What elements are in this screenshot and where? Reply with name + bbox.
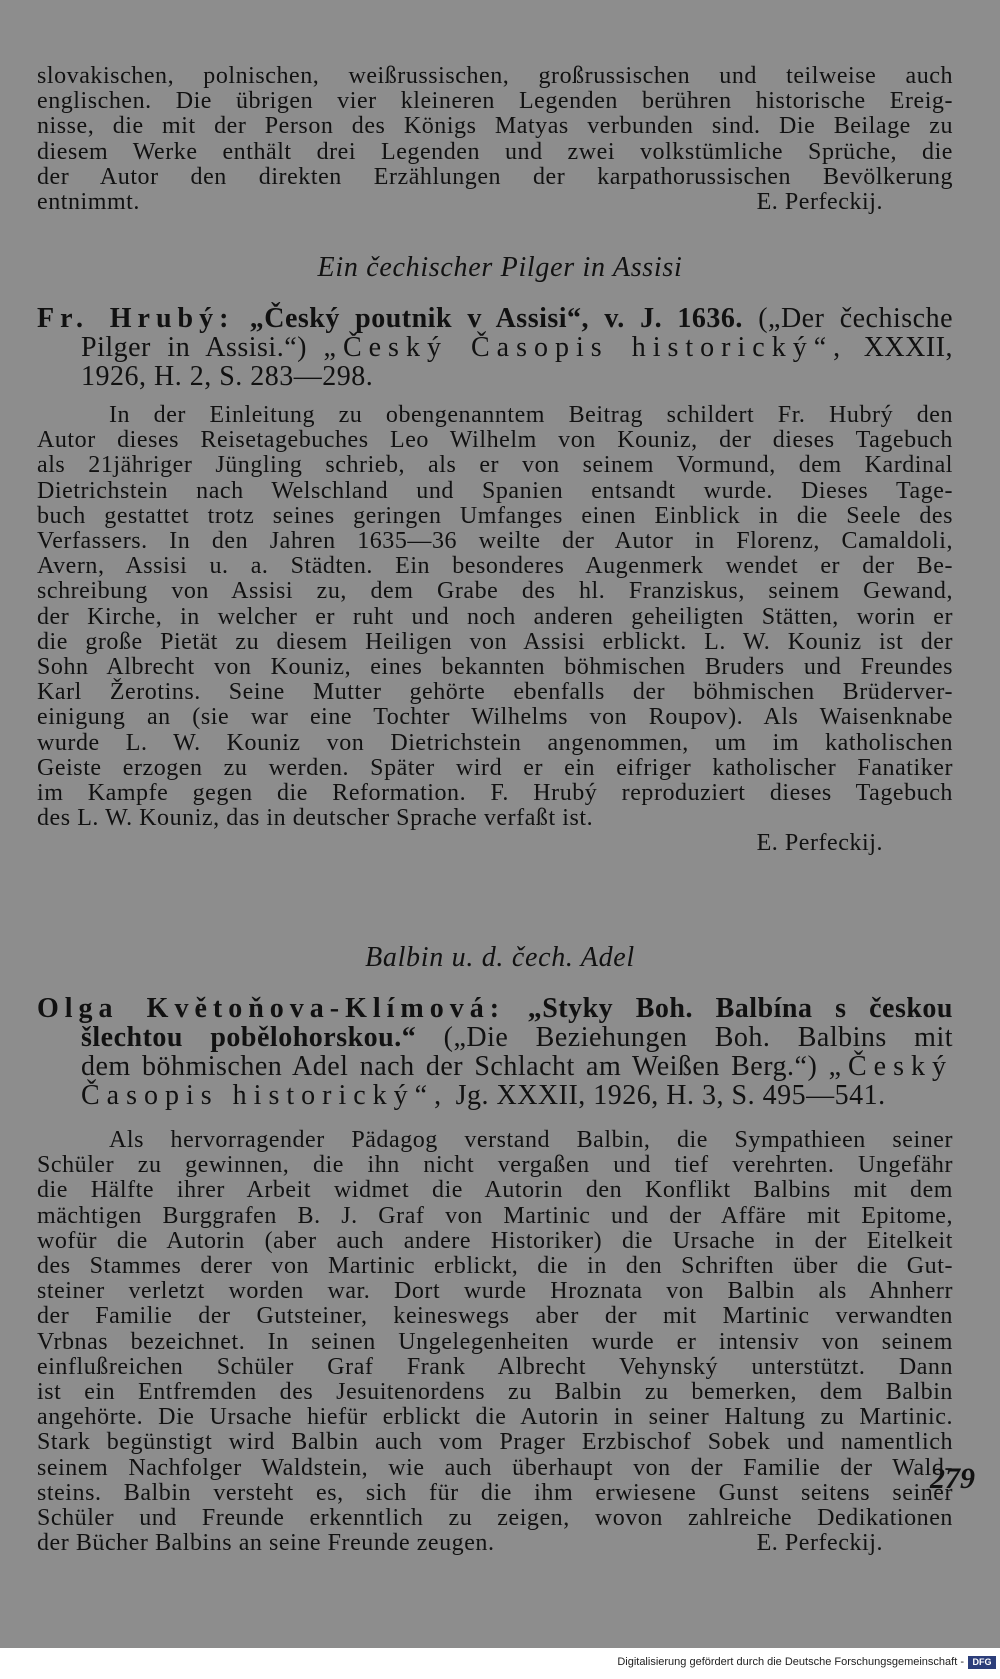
text-line: seinem Nachfolger Waldstein, wie auch überhaupt von der Familie der Wald- (37, 1454, 953, 1481)
text-line: Als hervorragender Pädagog verstand Balbin, die Sympathieen seiner (109, 1127, 953, 1153)
text-line: angehörte. Die Ursache hiefür erblickt die Autorin in seiner Haltung zu Martinic. (37, 1404, 953, 1431)
text-line-end: entnimmt. (37, 189, 140, 216)
text-line: Sohn Albrecht von Kouniz, eines bekannten böhmischen Bruders und Freundes (37, 654, 953, 681)
text-line: wofür die Autorin (aber auch andere Historiker) die Ursache in der Eitelkeit (37, 1227, 953, 1254)
section-heading: Balbin u. d. čech. Adel (365, 942, 635, 973)
signature: E. Perfeckij. (756, 189, 883, 216)
citation-line (37, 1023, 953, 1052)
citation-line (37, 1052, 953, 1081)
text-line: buch gestattet trotz seines geringen Umfanges einen Einblick in die Seele des (37, 502, 953, 529)
text-line: wurde L. W. Kouniz von Dietrichstein angenommen, um im katholischen (37, 729, 953, 756)
text-line: slovakischen, polnischen, weißrussischen, großrussischen und teilweise auch (37, 63, 953, 89)
citation-author: Olga Květoňova-Klímová: (37, 993, 506, 1024)
text-line: ist ein Entfremden des Jesuitenordens zu Balbin zu bemerken, dem Balbin (37, 1379, 953, 1406)
text-line: nisse, die mit der Person des Königs Matyas verbunden sind. Die Beilage zu (37, 113, 953, 140)
digitization-footer (0, 1648, 1000, 1679)
text-line: die große Pietät zu diesem Heiligen von Assisi erblickt. L. W. Kouniz ist der (37, 628, 953, 655)
text-line: einflußreichen Schüler Graf Frank Albrecht Vehynský unterstützt. Dann (37, 1353, 953, 1380)
text-line: als 21jähriger Jüngling schrieb, als er von seinem Vormund, dem Kardinal (37, 452, 953, 479)
review-body (37, 1128, 953, 1556)
citation-journal: Časopis historický“, (81, 1080, 449, 1111)
citation-line (37, 333, 953, 362)
text-line: In der Einleitung zu obengenanntem Beitrag schildert Fr. Hubrý den (109, 402, 953, 428)
text-line (37, 1531, 953, 1556)
citation-volume: Jg. XXXII, 1926, H. 3, S. 495—541. (455, 1080, 886, 1111)
text-line: steiner verletzt worden war. Dort wurde Hroznata von Balbin als Ahnherr (37, 1278, 953, 1305)
citation-line (37, 994, 953, 1023)
page-number: 279 (930, 1462, 975, 1495)
funding-note: Digitalisierung gefördert durch die Deutsche Forschungsgemeinschaft - (617, 1656, 964, 1668)
text-line-end: der Bücher Balbins an seine Freunde zeugen. (37, 1530, 495, 1557)
text-line: Dietrichstein nach Welschland und Spanien entsandt wurde. Dieses Tage- (37, 477, 953, 504)
text-line: der Familie der Gutsteiner, keineswegs aber der mit Martinic verwandten (37, 1303, 953, 1330)
text-line: mächtigen Burggrafen B. J. Graf von Martinic und der Affäre mit Epitome, (37, 1202, 953, 1229)
section-heading: Ein čechischer Pilger in Assisi (317, 252, 683, 283)
review-body (37, 403, 953, 857)
text-line: Stark begünstigt wird Balbin auch vom Prager Erzbischof Sobek und namentlich (37, 1429, 953, 1456)
text-line: einigung an (sie war eine Tochter Wilhelms von Roupov). Als Waisenknabe (37, 704, 953, 731)
citation-line (37, 304, 953, 333)
citation-translation: Pilger in Assisi.“) (81, 332, 307, 363)
citation-title: šlechtou pobělohorskou.“ (81, 1022, 417, 1053)
citation-journal: „Český Časopis historický“, (323, 332, 848, 363)
text-line: Geiste erzogen zu werden. Später wird er ein eifriger katholischer Fanatiker (37, 754, 953, 781)
signature: E. Perfeckij. (756, 830, 883, 857)
text-line: Schüler und Freunde erkenntlich zu zeigen, wovon zahlreiche Dedikationen (37, 1505, 953, 1532)
signature: E. Perfeckij. (756, 1530, 883, 1557)
citation-line: 1926, H. 2, S. 283—298. (81, 361, 374, 392)
text-line: die Hälfte ihrer Arbeit widmet die Autorin den Konflikt Balbins mit dem (37, 1177, 953, 1204)
text-line: Vrbnas bezeichnet. In seinen Ungelegenheiten wurde er intensiv von seinem (37, 1328, 953, 1355)
citation (37, 304, 953, 391)
citation-journal: „Český (828, 1051, 954, 1082)
citation-volume: XXXII, (863, 332, 954, 363)
text-line: im Kampfe gegen die Reformation. F. Hrubý reproduziert dieses Tagebuch (37, 780, 953, 807)
text-line: diesem Werke enthält drei Legenden und zwei volkstümliche Sprüche, die (37, 138, 953, 165)
citation-line (37, 1081, 953, 1110)
text-line: des Stammes derer von Martinic erblickt, die in den Schriften über die Gut- (37, 1253, 953, 1280)
text-line: Schüler zu gewinnen, die ihn nicht vergaßen und tief verehrten. Ungefähr (37, 1152, 953, 1179)
citation-translation: („Die Beziehungen Boh. Balbins mit (443, 1022, 954, 1053)
text-line (37, 190, 953, 215)
paragraph (37, 1128, 953, 1556)
text-line: Karl Žerotins. Seine Mutter gehörte ebenfalls der böhmischen Brüderver- (37, 679, 953, 706)
citation-translation: („Der čechische (758, 303, 954, 334)
text-line: englischen. Die übrigen vier kleineren Legenden berühren historische Ereig- (37, 88, 953, 115)
citation-title: „Styky Boh. Balbína s českou (527, 993, 953, 1024)
text-line: steins. Balbin versteht es, sich für die ihm erwiesene Gunst seitens seiner (37, 1479, 953, 1506)
citation-author: Fr. Hrubý: (37, 303, 235, 334)
text-line: schreibung von Assisi zu, dem Grabe des hl. Franziskus, seinem Gewand, (37, 578, 953, 605)
text-line: des L. W. Kouniz, das in deutscher Sprache verfaßt ist. (37, 805, 594, 832)
review-continuation (37, 64, 953, 215)
citation (37, 994, 953, 1110)
text-line: der Autor den direkten Erzählungen der karpathorussischen Bevölkerung (37, 163, 953, 190)
text-line: Autor dieses Reisetagebuches Leo Wilhelm von Kouniz, der dieses Tagebuch (37, 427, 953, 454)
paragraph (37, 403, 953, 857)
citation-title: „Český poutnik v Assisi“, v. J. 1636. (249, 303, 743, 334)
dfg-logo: DFG (968, 1656, 996, 1669)
text-line: Avern, Assisi u. a. Städten. Ein besonderes Augenmerk wendet er der Be- (37, 553, 953, 580)
text-line: der Kirche, in welcher er ruht und noch anderen geheiligten Stätten, worin er (37, 603, 953, 630)
citation-translation: dem böhmischen Adel nach der Schlacht am Weißen Berg.“) (81, 1051, 818, 1082)
paragraph (37, 64, 953, 215)
text-line: Verfassers. In den Jahren 1635—36 weilte der Autor in Florenz, Camaldoli, (37, 528, 953, 555)
